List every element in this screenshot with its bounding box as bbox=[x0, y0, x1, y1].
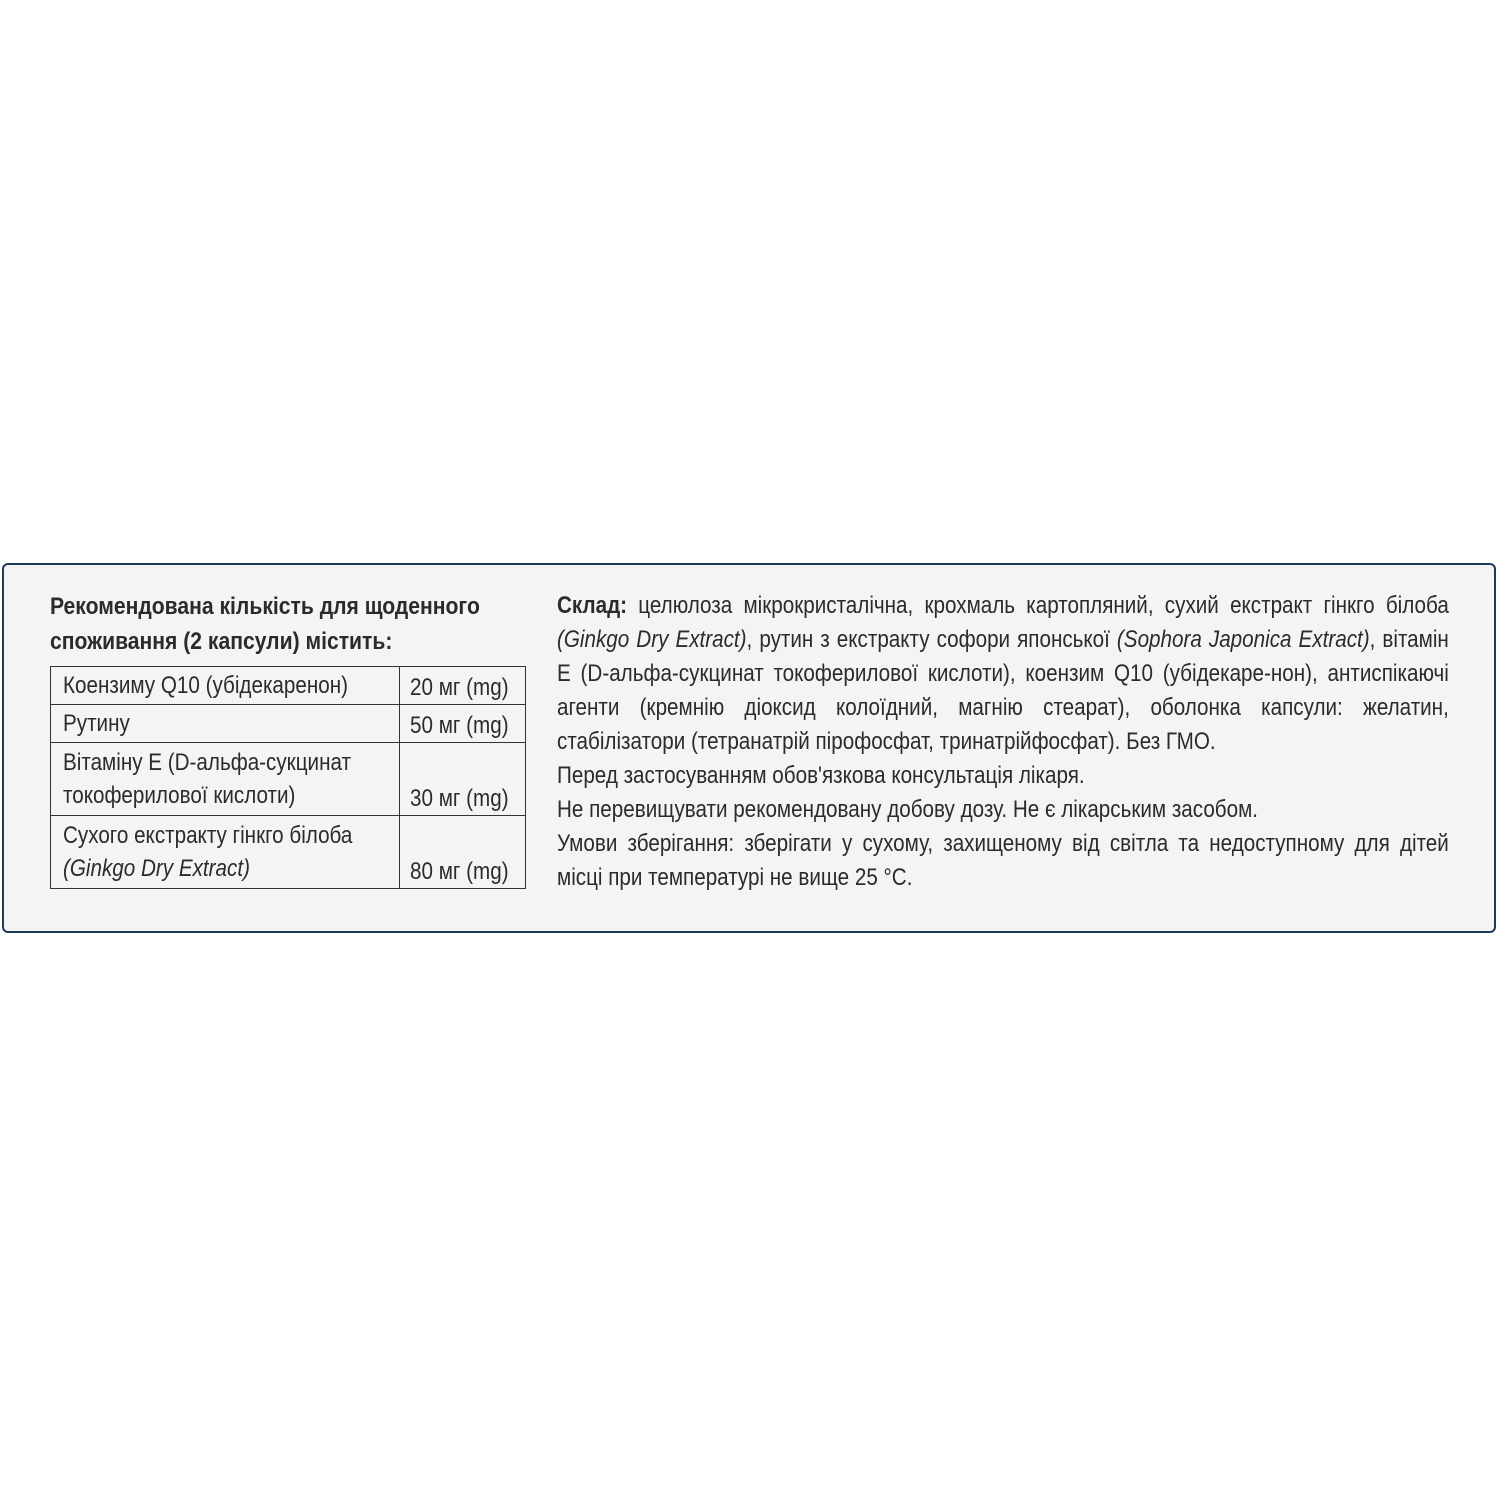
consultation-note: Перед застосуванням обов'язкова консультація лікаря. bbox=[557, 762, 1085, 789]
table-row bbox=[51, 705, 526, 743]
ingredient-amount: 80 мг (mg) bbox=[410, 858, 510, 885]
composition-latin-ginkgo: (Ginkgo Dry Extract) bbox=[557, 626, 747, 653]
composition-paragraph bbox=[557, 589, 1449, 759]
ingredient-amount: 20 мг (mg) bbox=[410, 674, 510, 701]
ingredient-cell bbox=[51, 816, 400, 889]
ingredient-amount: 30 мг (mg) bbox=[410, 785, 510, 812]
composition-text-block bbox=[557, 589, 1449, 895]
ingredient-name: Коензиму Q10 (убідекаренон) bbox=[63, 672, 349, 699]
ingredient-name-line2: (Ginkgo Dry Extract) bbox=[63, 855, 250, 882]
ingredient-cell bbox=[51, 667, 400, 705]
composition-text-part3: , вітамін Е (D-альфа-сукцинат токоферилової кислоти), коензим Q10 (убідекаре-нон), антиспікаючі агенти (кремнію діоксид колоїдний, магнію стеарат), оболонка капсули: желатин, стабілізатори (тетранатрій пірофосфат, тринатрійфосфат). Без ГМО. bbox=[557, 626, 1449, 755]
amount-cell bbox=[400, 667, 526, 705]
composition-latin-sophora: (Sophora Japonica Extract) bbox=[1116, 626, 1370, 653]
composition-text-part2: , рутин з екстракту софори японської bbox=[746, 626, 1117, 653]
storage-conditions: Умови зберігання: зберігати у сухому, захищеному від світла та недоступному для дітей місці при температурі не вище 25 °С. bbox=[557, 830, 1449, 891]
ingredient-name: Вітаміну Е (D-альфа-сукцинат bbox=[63, 749, 351, 776]
daily-dose-heading-line2: споживання (2 капсули) містить: bbox=[50, 628, 393, 655]
table-row bbox=[51, 667, 526, 705]
table-row bbox=[51, 743, 526, 816]
amount-cell bbox=[400, 743, 526, 816]
ingredient-name-line2: токоферилової кислоти) bbox=[63, 782, 296, 809]
composition-section bbox=[557, 589, 1449, 895]
ingredient-name: Сухого екстракту гінкго білоба bbox=[63, 822, 353, 849]
product-label-panel bbox=[2, 563, 1496, 933]
dose-warning-note: Не перевищувати рекомендовану добову дозу. Не є лікарським засобом. bbox=[557, 796, 1259, 823]
daily-dose-section bbox=[50, 589, 524, 889]
daily-dose-table bbox=[50, 666, 526, 889]
ingredient-name: Рутину bbox=[63, 710, 130, 737]
ingredient-cell bbox=[51, 705, 400, 743]
composition-text-part1: целюлоза мікрокристалічна, крохмаль картопляний, сухий екстракт гінкго білоба bbox=[627, 592, 1449, 619]
amount-cell bbox=[400, 705, 526, 743]
daily-dose-heading-line1: Рекомендована кількість для щоденного bbox=[50, 593, 480, 620]
table-row bbox=[51, 816, 526, 889]
daily-dose-heading bbox=[50, 589, 480, 659]
amount-cell bbox=[400, 816, 526, 889]
ingredient-amount: 50 мг (mg) bbox=[410, 712, 510, 739]
ingredient-cell bbox=[51, 743, 400, 816]
composition-label: Склад: bbox=[557, 592, 628, 619]
